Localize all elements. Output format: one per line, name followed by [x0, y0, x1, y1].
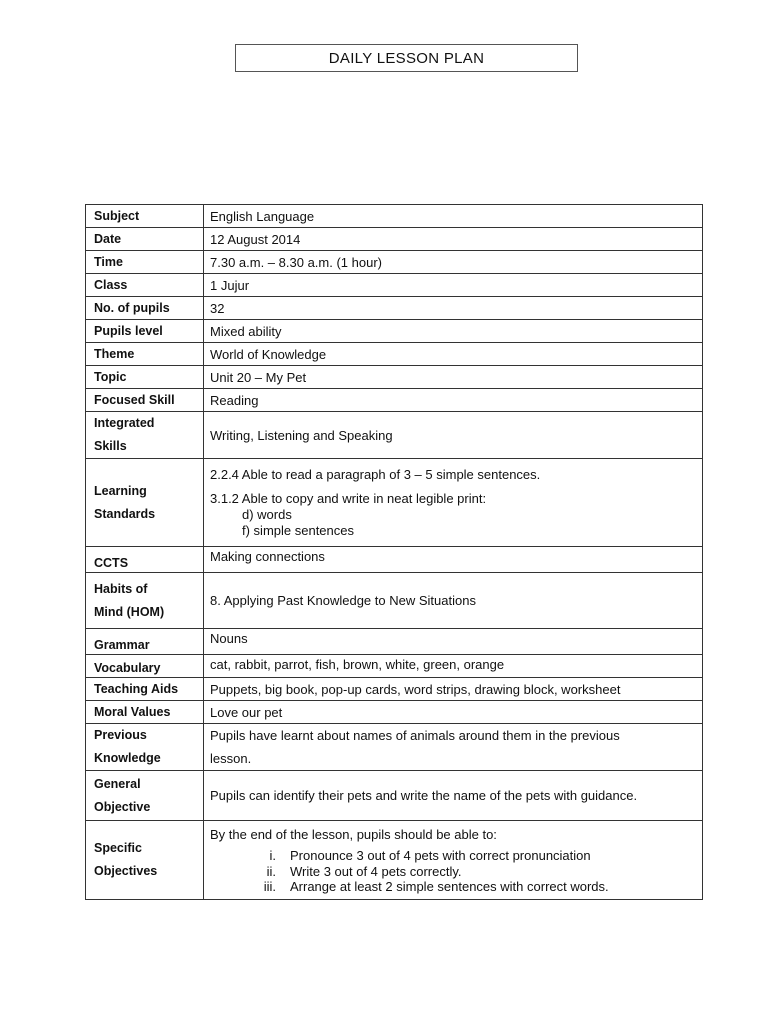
standard-1: 2.2.4 Able to read a paragraph of 3 – 5 simple sentences. [210, 466, 541, 482]
label-integrated-skills [86, 412, 204, 459]
row-subject [86, 205, 703, 228]
label-topic: Topic [86, 366, 204, 389]
list-item [210, 864, 694, 880]
value-previous-knowledge-line1: Pupils have learnt about names of animals around them in the previous [210, 728, 620, 743]
lesson-plan-table [85, 204, 703, 900]
row-focused-skill [86, 389, 703, 412]
label-general-objective [86, 771, 204, 821]
label-grammar: Grammar [86, 629, 204, 655]
specific-objectives-intro: By the end of the lesson, pupils should be able to: [210, 827, 497, 842]
label-class: Class [86, 274, 204, 297]
standard-2: 3.1.2 Able to copy and write in neat legible print: [210, 490, 487, 506]
label-specific-objectives-line1: Specific [94, 840, 142, 855]
label-previous-knowledge-line2: Knowledge [94, 751, 161, 765]
value-ccts: Making connections [204, 547, 703, 573]
specific-objectives-list [210, 848, 694, 895]
row-general-objective [86, 771, 703, 821]
label-teaching-aids: Teaching Aids [86, 678, 204, 701]
label-general-objective-line1: General [94, 776, 141, 791]
value-learning-standards [204, 459, 703, 547]
objective-number: ii. [266, 863, 276, 879]
document-title-box [235, 44, 578, 72]
label-moral-values: Moral Values [86, 701, 204, 724]
value-integrated-skills: Writing, Listening and Speaking [204, 412, 703, 459]
label-hom-line2: Mind (HOM) [94, 604, 165, 619]
value-grammar: Nouns [204, 629, 703, 655]
label-previous-knowledge [86, 724, 204, 771]
standard-2-sub-f: f) simple sentences [242, 522, 354, 538]
value-moral-values: Love our pet [204, 701, 703, 724]
list-item [210, 879, 694, 895]
value-hom: 8. Applying Past Knowledge to New Situations [204, 573, 703, 629]
row-pupils-level [86, 320, 703, 343]
label-integrated-skills-line2: Skills [94, 439, 127, 453]
objective-text: Write 3 out of 4 pets correctly. [290, 863, 462, 879]
value-vocabulary: cat, rabbit, parrot, fish, brown, white, green, orange [204, 655, 703, 678]
label-ccts: CCTS [86, 547, 204, 573]
row-integrated-skills [86, 412, 703, 459]
value-focused-skill: Reading [204, 389, 703, 412]
list-item [210, 848, 694, 864]
label-specific-objectives-line2: Objectives [94, 863, 158, 878]
label-learning-standards [86, 459, 204, 547]
row-ccts [86, 547, 703, 573]
row-date [86, 228, 703, 251]
label-specific-objectives [86, 821, 204, 900]
value-subject: English Language [204, 205, 703, 228]
row-specific-objectives [86, 821, 703, 900]
value-time: 7.30 a.m. – 8.30 a.m. (1 hour) [204, 251, 703, 274]
label-learning-standards-line1: Learning [94, 483, 147, 498]
row-teaching-aids [86, 678, 703, 701]
objective-number: i. [269, 848, 276, 863]
label-date: Date [86, 228, 204, 251]
label-pupils: No. of pupils [86, 297, 204, 320]
row-moral-values [86, 701, 703, 724]
label-subject: Subject [86, 205, 204, 228]
label-hom [86, 573, 204, 629]
value-topic: Unit 20 – My Pet [204, 366, 703, 389]
value-pupils-level: Mixed ability [204, 320, 703, 343]
value-previous-knowledge [204, 724, 703, 771]
objective-text: Pronounce 3 out of 4 pets with correct pronunciation [290, 848, 591, 863]
row-time [86, 251, 703, 274]
value-class: 1 Jujur [204, 274, 703, 297]
row-vocabulary [86, 655, 703, 678]
label-pupils-level: Pupils level [86, 320, 204, 343]
row-grammar [86, 629, 703, 655]
row-theme [86, 343, 703, 366]
label-integrated-skills-line1: Integrated [94, 416, 155, 430]
value-theme: World of Knowledge [204, 343, 703, 366]
standard-2-sub-d: d) words [242, 506, 292, 522]
row-learning-standards [86, 459, 703, 547]
row-hom [86, 573, 703, 629]
objective-text: Arrange at least 2 simple sentences with correct words. [290, 879, 609, 894]
label-learning-standards-line2: Standards [94, 506, 156, 521]
value-specific-objectives [204, 821, 703, 900]
value-date: 12 August 2014 [204, 228, 703, 251]
value-previous-knowledge-line2: lesson. [210, 751, 252, 766]
objective-number: iii. [263, 879, 276, 894]
label-hom-line1: Habits of [94, 581, 148, 596]
row-class [86, 274, 703, 297]
document-title: DAILY LESSON PLAN [328, 49, 485, 67]
label-time: Time [86, 251, 204, 274]
label-vocabulary: Vocabulary [86, 655, 204, 678]
label-general-objective-line2: Objective [94, 799, 151, 814]
label-theme: Theme [86, 343, 204, 366]
value-general-objective: Pupils can identify their pets and write the name of the pets with guidance. [204, 771, 703, 821]
value-pupils: 32 [204, 297, 703, 320]
row-previous-knowledge [86, 724, 703, 771]
value-teaching-aids: Puppets, big book, pop-up cards, word strips, drawing block, worksheet [204, 678, 703, 701]
label-focused-skill: Focused Skill [86, 389, 204, 412]
label-previous-knowledge-line1: Previous [94, 728, 147, 742]
row-topic [86, 366, 703, 389]
row-pupils [86, 297, 703, 320]
